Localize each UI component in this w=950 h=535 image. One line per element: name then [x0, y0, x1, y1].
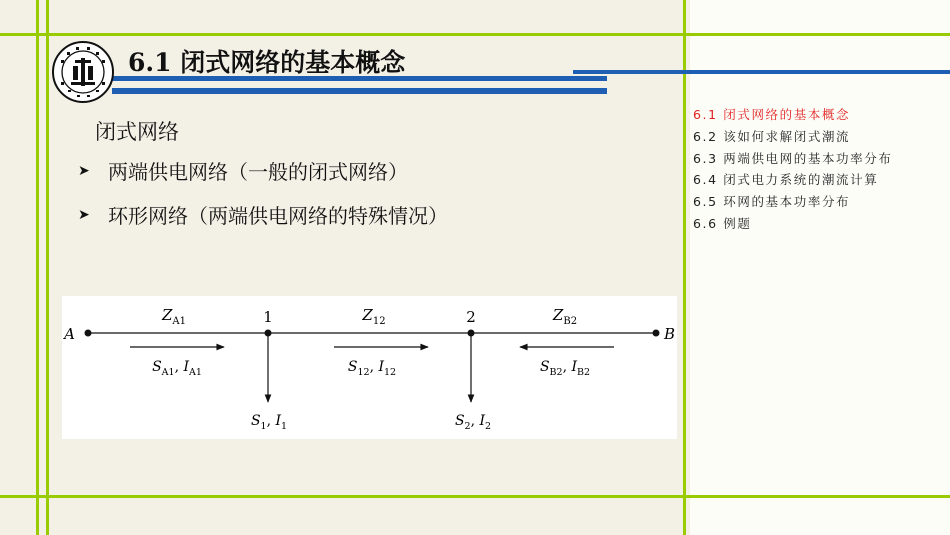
frame-line-left-2 — [46, 0, 49, 535]
frame-line-top — [0, 33, 950, 36]
node-2-dot — [468, 330, 475, 337]
toc-item-6-3[interactable]: 6.3 两端供电网的基本功率分布 — [693, 150, 893, 166]
load-label-s1: $S_1$, $I_1$ — [250, 413, 288, 432]
flow-label-sb2: $S_{B2}$, $I_{B2}$ — [539, 359, 591, 378]
node-b-label: B — [664, 325, 676, 343]
toc-panel-background — [690, 0, 950, 535]
toc-item-6-1[interactable]: 6.1 闭式网络的基本概念 — [693, 107, 851, 122]
bullet-item — [78, 200, 448, 229]
toc-item-6-6[interactable]: 6.6 例题 — [693, 215, 752, 231]
node-b-dot — [653, 330, 660, 337]
bullet-text: 环形网络（两端供电网络的特殊情况） — [108, 204, 448, 228]
impedance-zb2-label: $Z_{B2}$ — [552, 306, 578, 327]
slide-title: 6.1 闭式网络的基本概念 — [128, 48, 406, 77]
title-bar-bottom — [112, 88, 607, 94]
flow-label-s12: $S_{12}$, $I_{12}$ — [347, 359, 397, 378]
arrow-bullet-icon: ➤ — [78, 162, 90, 179]
node-a-dot — [85, 330, 92, 337]
load-label-s2: $S_2$, $I_2$ — [454, 413, 492, 432]
node-a-label: A — [64, 325, 75, 343]
toc-item-6-5[interactable]: 6.5 环网的基本功率分布 — [693, 194, 851, 210]
frame-line-bottom — [0, 495, 950, 498]
frame-line-left-1 — [36, 0, 39, 535]
toc-item-6-2[interactable]: 6.2 该如何求解闭式潮流 — [693, 128, 851, 144]
two-end-supply-network-diagram — [62, 296, 677, 439]
node-2-label: 2 — [466, 308, 476, 326]
arrow-bullet-icon: ➤ — [78, 206, 90, 223]
toc-list — [693, 104, 943, 235]
bullet-item — [78, 156, 408, 185]
node-1-label: 1 — [263, 308, 273, 326]
node-1-dot — [265, 330, 272, 337]
impedance-za1-label: $Z_{A1}$ — [161, 306, 187, 327]
flow-label-sa1: $S_{A1}$, $I_{A1}$ — [152, 359, 202, 378]
university-seal-logo — [51, 40, 115, 104]
impedance-z12-label: $Z_{12}$ — [362, 306, 386, 327]
frame-line-right — [683, 0, 686, 535]
title-bar-top — [573, 70, 950, 74]
toc-item-6-4[interactable]: 6.4 闭式电力系统的潮流计算 — [693, 172, 879, 188]
section-heading: 闭式网络 — [95, 120, 179, 144]
bullet-text: 两端供电网络（一般的闭式网络） — [108, 160, 408, 184]
